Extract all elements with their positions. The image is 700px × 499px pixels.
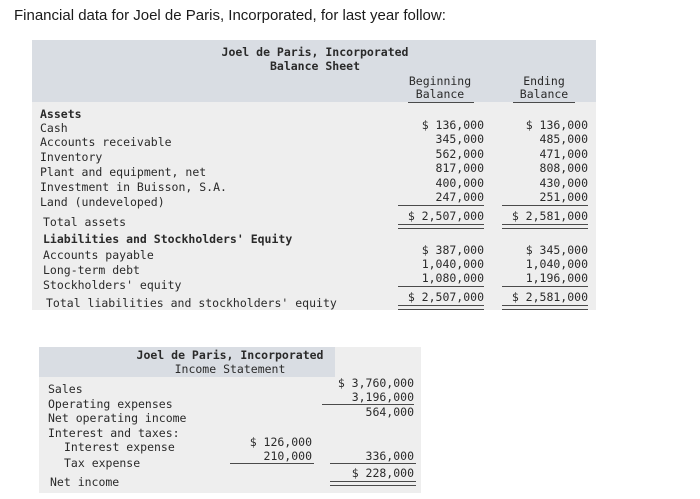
ending-balance-header-line2: Balance — [519, 87, 569, 101]
asset-ending: 485,000 — [539, 132, 588, 146]
interest-expense-value: $ 126,000 — [249, 435, 312, 449]
total-assets-ending: $ 2,581,000 — [511, 209, 588, 223]
liability-label: Accounts payable — [43, 248, 154, 262]
liability-beginning: 1,080,000 — [421, 271, 484, 285]
asset-label: Cash — [40, 121, 68, 135]
net-income-double-rule — [330, 481, 416, 486]
sales-label: Sales — [48, 382, 83, 396]
liability-label: Long-term debt — [43, 263, 140, 277]
liability-beginning: 1,040,000 — [421, 257, 484, 271]
asset-ending: $ 136,000 — [525, 118, 588, 132]
assets-beginning-subtotal-rule — [398, 205, 484, 206]
total-liabilities-ending-double-rule — [502, 305, 588, 310]
problem-heading: Financial data for Joel de Paris, Incorporated, for last year follow: — [14, 7, 446, 24]
sales-value: $ 3,760,000 — [337, 376, 414, 390]
asset-ending: 471,000 — [539, 147, 588, 161]
liability-ending: $ 345,000 — [525, 243, 588, 257]
asset-label: Land (undeveloped) — [40, 195, 165, 209]
beginning-balance-header-line1: Beginning — [408, 74, 472, 88]
total-liabilities-label: Total liabilities and stockholders' equity — [46, 296, 337, 310]
beginning-header-underline — [408, 102, 474, 103]
asset-beginning: 247,000 — [435, 190, 484, 204]
interest-expense-label: Interest expense — [64, 440, 175, 454]
net-income-label: Net income — [50, 475, 120, 489]
total-assets-beginning: $ 2,507,000 — [407, 209, 484, 223]
asset-beginning: 562,000 — [435, 147, 484, 161]
interest-and-taxes-label: Interest and taxes: — [48, 426, 180, 440]
total-liabilities-beginning-double-rule — [398, 305, 484, 310]
operating-expenses-label: Operating expenses — [48, 397, 173, 411]
tax-expense-underline — [230, 463, 314, 464]
balance-sheet-title: Balance Sheet — [269, 59, 360, 73]
ending-header-underline — [513, 102, 575, 103]
net-income-value: $ 228,000 — [351, 466, 414, 480]
asset-beginning: 817,000 — [435, 161, 484, 175]
liability-ending: 1,040,000 — [525, 257, 588, 271]
asset-label: Plant and equipment, net — [40, 165, 207, 179]
net-operating-income-label: Net operating income — [48, 411, 187, 425]
asset-beginning: $ 136,000 — [421, 118, 484, 132]
income-statement-company: Joel de Paris, Incorporated — [136, 348, 324, 362]
asset-ending: 430,000 — [539, 176, 588, 190]
total-assets-label: Total assets — [43, 215, 127, 229]
liability-label: Stockholders' equity — [43, 278, 182, 292]
asset-label: Investment in Buisson, S.A. — [40, 180, 227, 194]
liability-ending: 1,196,000 — [525, 271, 588, 285]
tax-expense-label: Tax expense — [64, 456, 141, 470]
income-statement-title: Income Statement — [174, 362, 286, 376]
beginning-balance-header-line2: Balance — [415, 87, 465, 101]
total-liabilities-beginning: $ 2,507,000 — [407, 290, 484, 304]
assets-heading: Assets — [40, 107, 82, 121]
liabilities-heading: Liabilities and Stockholders' Equity — [43, 232, 293, 246]
liability-beginning: $ 387,000 — [421, 243, 484, 257]
asset-label: Inventory — [40, 150, 103, 164]
tax-expense-value: 210,000 — [263, 449, 312, 463]
asset-label: Accounts receivable — [40, 135, 172, 149]
asset-ending: 251,000 — [539, 190, 588, 204]
asset-ending: 808,000 — [539, 161, 588, 175]
liabilities-beginning-subtotal-rule — [398, 286, 484, 287]
net-operating-income-value: 564,000 — [365, 405, 414, 419]
operating-expenses-value: 3,196,000 — [351, 390, 414, 404]
ending-balance-header-line1: Ending — [523, 74, 565, 88]
assets-ending-subtotal-rule — [502, 205, 588, 206]
liabilities-ending-subtotal-rule — [502, 286, 588, 287]
asset-beginning: 345,000 — [435, 132, 484, 146]
balance-sheet-company: Joel de Paris, Incorporated — [221, 45, 409, 59]
total-interest-taxes-value: 336,000 — [365, 449, 414, 463]
asset-beginning: 400,000 — [435, 176, 484, 190]
total-assets-ending-double-rule — [502, 224, 588, 229]
total-liabilities-ending: $ 2,581,000 — [511, 290, 588, 304]
total-assets-beginning-double-rule — [398, 224, 484, 229]
total-interest-taxes-underline — [330, 463, 416, 464]
